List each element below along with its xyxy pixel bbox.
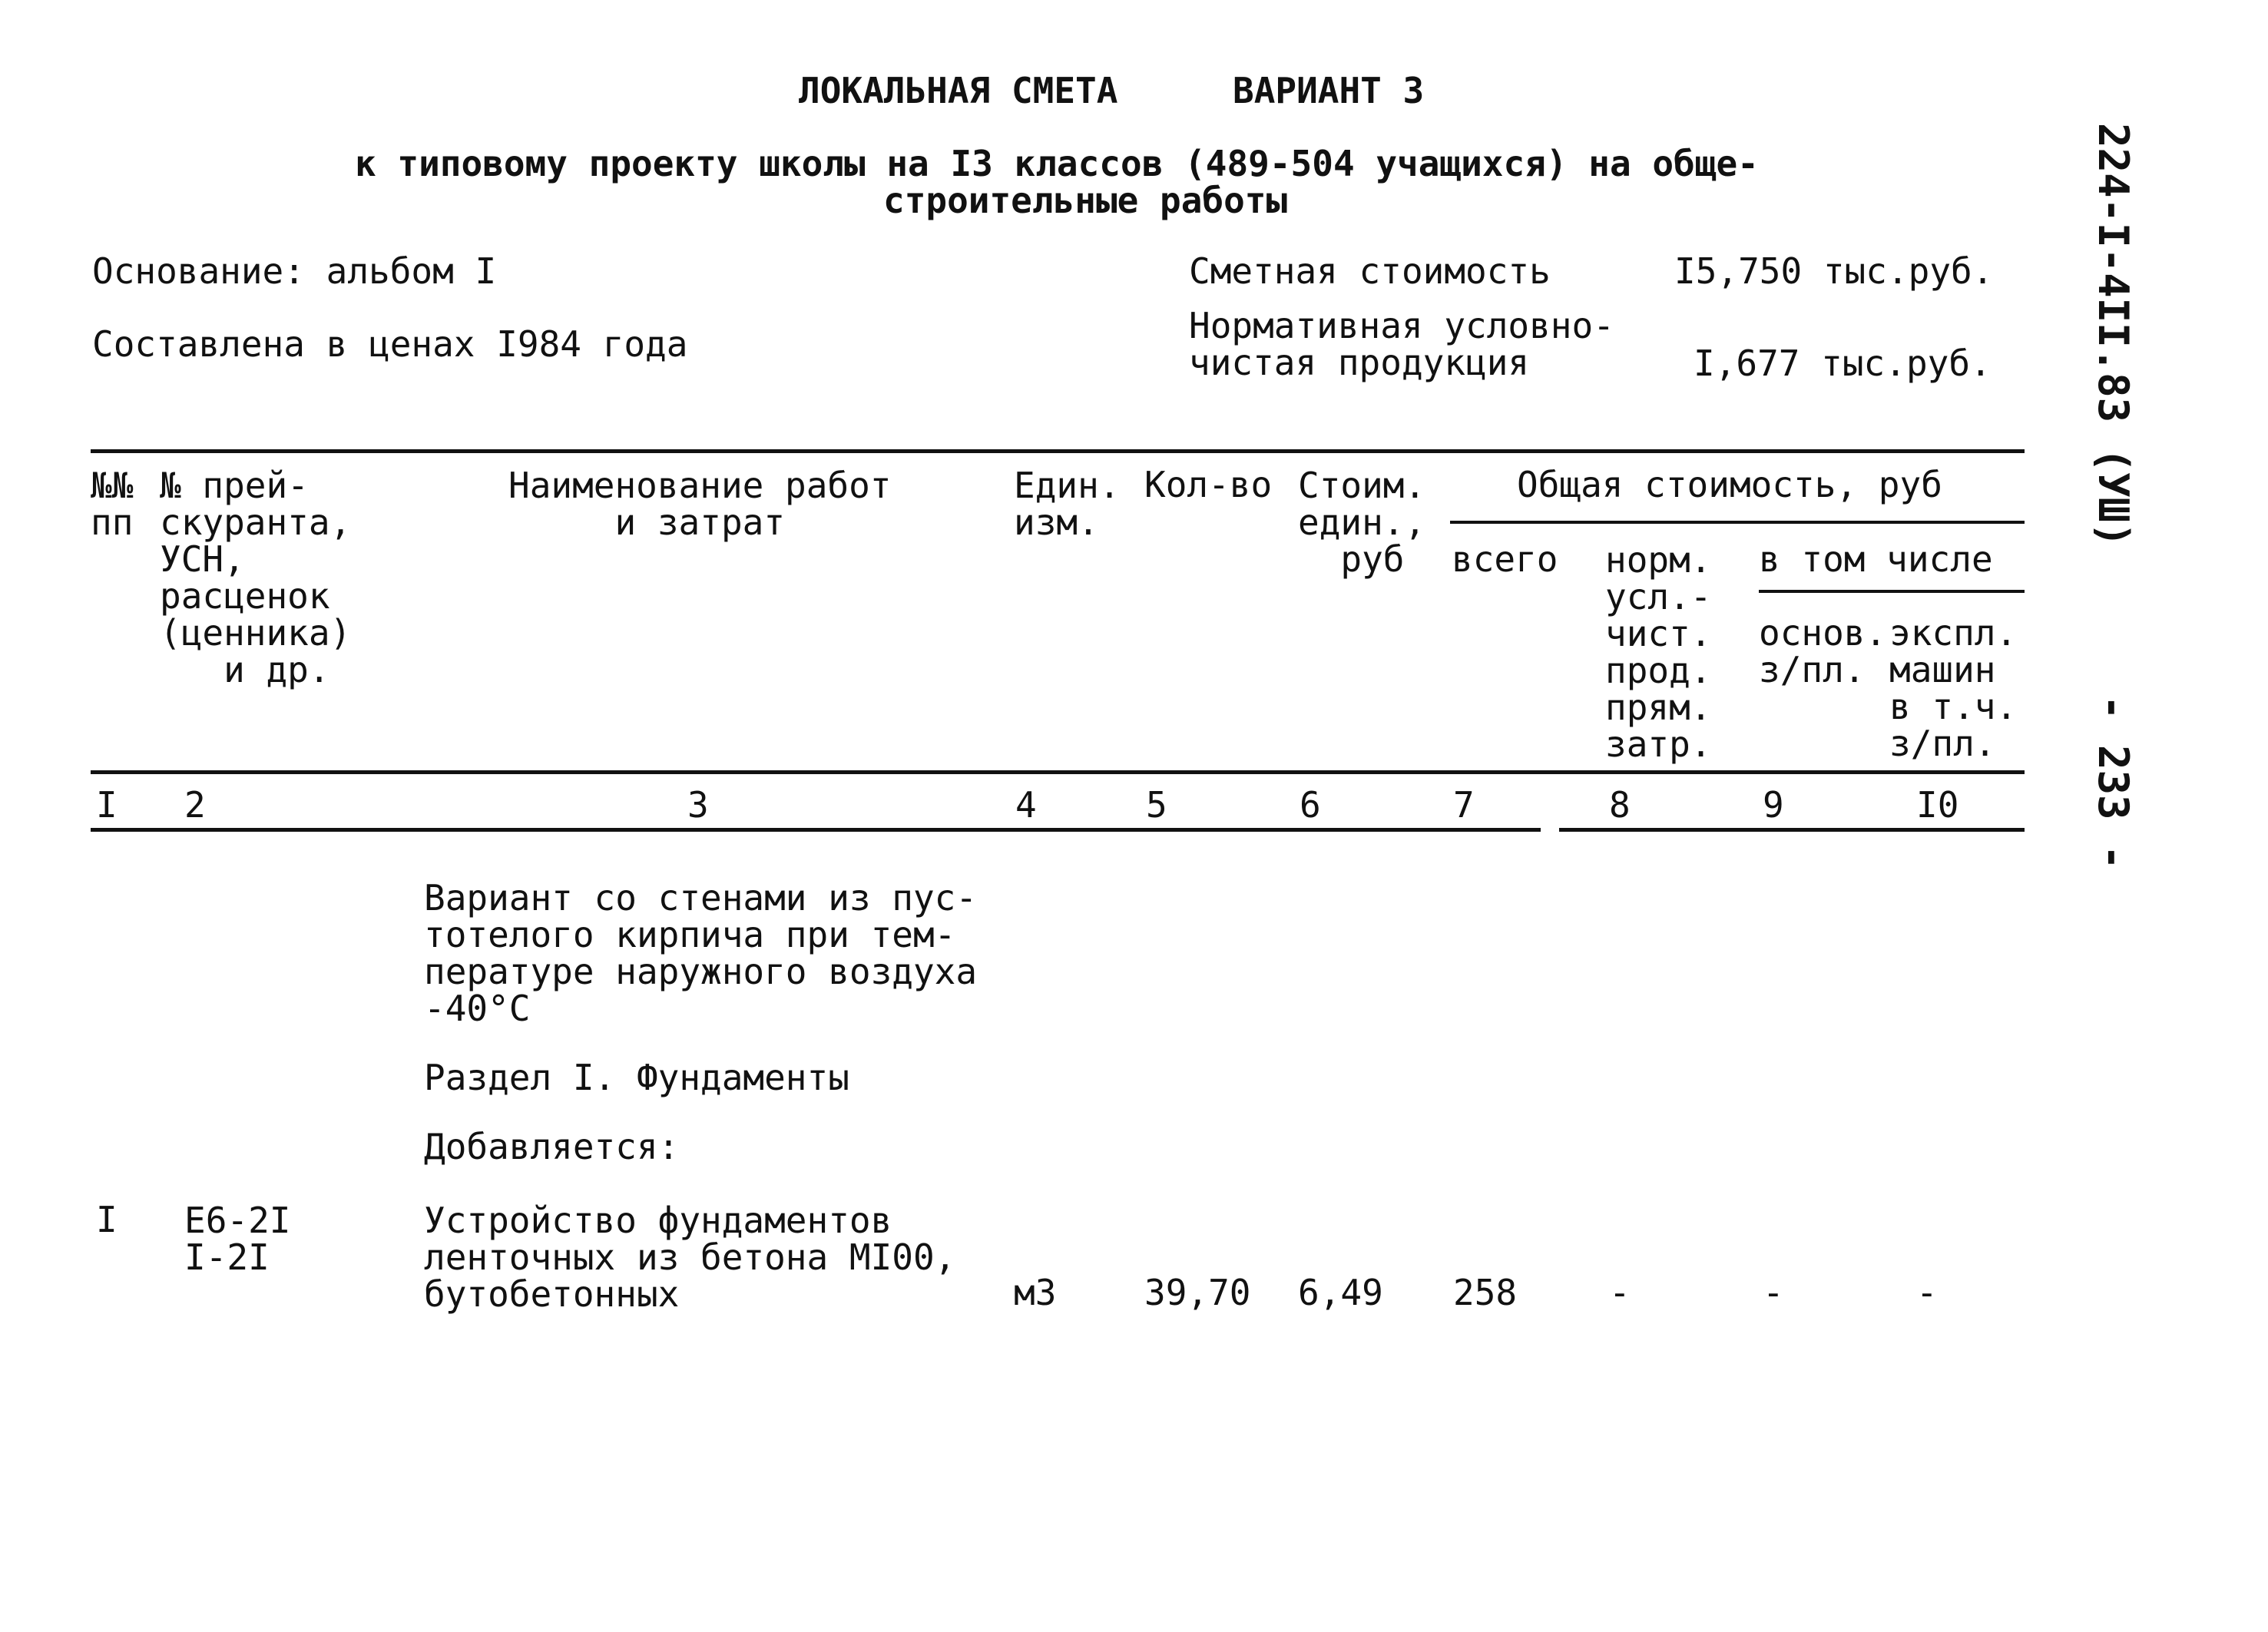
row-work-name: Устройство фундаментов ленточных из бетона МI00, бутобетонных [424,1200,956,1315]
header-total: всего [1452,538,1558,580]
column-number-3: 3 [687,784,709,826]
row-machines: - [1916,1272,1938,1313]
column-number-7: 7 [1453,784,1475,826]
compiled-text: Составлена в ценах I984 года [92,323,688,365]
column-number-1: I [96,784,118,826]
header-row-number: №№ пп [91,465,134,543]
group-header-rule [1450,521,2025,524]
document-code-vertical: 224-I-4II.83 (УШ) [2089,123,2137,548]
header-work-name: Наименование работ и затрат [508,465,892,543]
header-unit-cost: Стоим. един., руб [1298,465,1426,580]
column-number-5: 5 [1146,784,1167,826]
column-number-6: 6 [1300,784,1321,826]
header-machines: экспл. машин в т.ч. з/пл. [1889,612,2018,764]
header-price-list: № прей- скуранта, УСН, расценок (ценника) и др. [160,465,352,690]
row-quantity: 39,70 [1144,1272,1251,1313]
row-unit: м3 [1014,1272,1057,1313]
table-header-bottom-rule [91,770,2025,774]
subtitle-line-1: к типовому проекту школы на I3 классов (489-504 учащихся) на обще- [355,143,1759,184]
row-normative: - [1609,1272,1631,1313]
subtitle-line-2: строительные работы [883,180,1288,221]
normative-product-label: Нормативная условно- чистая продукция [1189,305,1614,383]
header-including: в том числе [1759,538,1993,580]
row-unit-cost: 6,49 [1298,1272,1383,1313]
header-quantity: Кол-во [1144,464,1273,505]
column-numbers-rule-right [1559,828,2025,832]
estimated-cost-label: Сметная стоимость [1189,250,1551,292]
column-number-9: 9 [1763,784,1784,826]
document-title: ЛОКАЛЬНАЯ СМЕТА [799,70,1118,111]
normative-product-value: I,677 тыс.руб. [1694,343,1992,384]
header-base-wage: основ. з/пл. [1759,612,1887,690]
row-price-code: Е6-2I I-2I [184,1200,291,1278]
header-unit: Един. изм. [1014,465,1121,543]
estimated-cost-value: I5,750 тыс.руб. [1674,250,1994,292]
header-total-cost-group: Общая стоимость, руб [1517,464,1942,505]
table-top-rule [91,449,2025,453]
page-number-vertical: - 233 - [2089,695,2137,870]
column-number-8: 8 [1609,784,1631,826]
section-heading: Раздел I. Фундаменты [424,1057,849,1098]
column-number-10: I0 [1916,784,1959,826]
header-normative: норм. усл.- чист. прод. прям. затр. [1605,539,1712,765]
variant-description: Вариант со стенами из пус- тотелого кирпича при тем- пературе наружного воздуха -40°С [424,877,978,1029]
column-numbers-rule-left [91,828,1541,832]
incl-header-rule [1759,590,2025,593]
row-total: 258 [1453,1272,1518,1313]
column-number-4: 4 [1015,784,1037,826]
row-number: I [96,1199,118,1240]
row-base-wage: - [1763,1272,1784,1313]
column-number-2: 2 [184,784,206,826]
variant-label: ВАРИАНТ 3 [1233,70,1425,111]
basis-text: Основание: альбом I [92,250,497,292]
added-label: Добавляется: [424,1126,680,1167]
